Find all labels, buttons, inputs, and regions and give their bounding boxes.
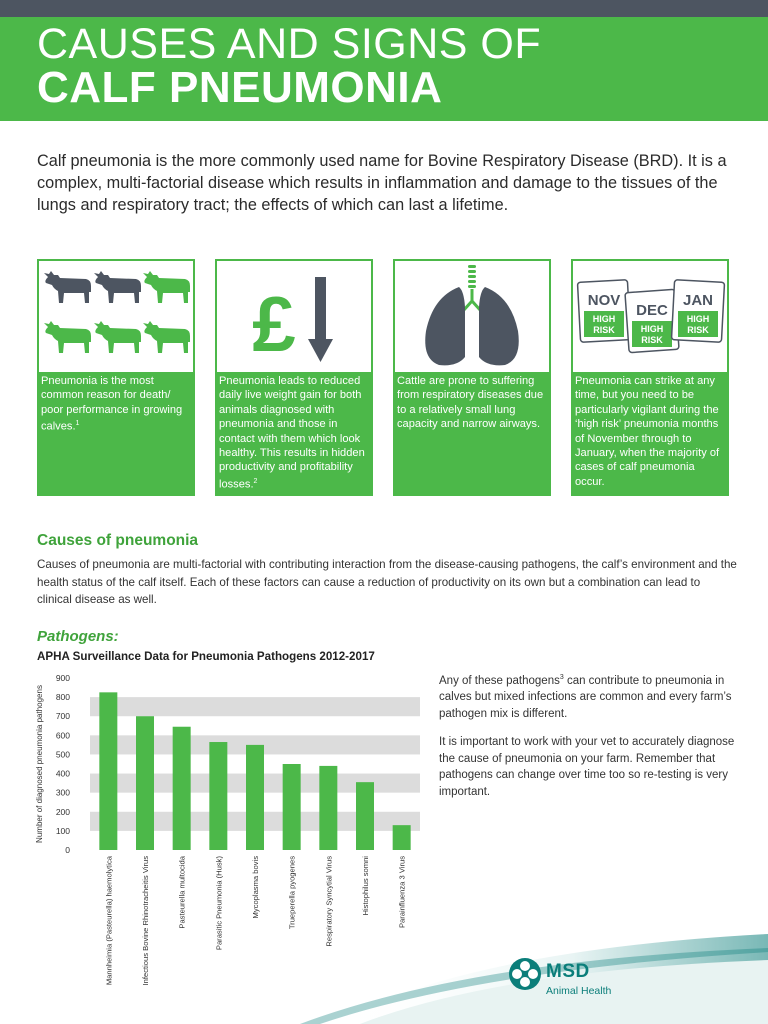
side-paragraph-2: It is important to work with your vet to accurately diagnose the cause of pneumonia on your farm. Remember that pathogens can change over time too so re-testing is very important. — [439, 736, 735, 798]
calves-icon — [39, 261, 193, 372]
page-title-line2: CALF PNEUMONIA — [37, 63, 443, 112]
calendar-badge-line2: RISK — [687, 325, 709, 335]
info-card-lungs — [393, 259, 551, 496]
y-tick-label: 200 — [55, 806, 70, 817]
top-bar — [0, 0, 768, 17]
card-text: Pneumonia is the most common reason for death/ poor performance in growing calves.$^1$ — [41, 375, 183, 433]
intro-paragraph: Calf pneumonia is the more commonly used name for Bovine Respiratory Disease (BRD). It is a complex, multi-factorial disease which results in inflammation and damage to the tissues of the lungs and respiratory tract; the effects of which can last a lifetime. — [37, 152, 727, 214]
calendar-icon — [573, 261, 727, 372]
calendar-badge-line2: RISK — [641, 335, 663, 345]
x-tick-label: Respiratory Syncytial Virus — [324, 856, 334, 947]
causes-paragraph: Causes of pneumonia are multi-factorial with contributing interaction from the disease-causing pathogens, the calf’s environment and the health status of the calf itself. Each of these factors can cause a reduction of productivity on its own but a combination can lead to clinical disease as well. — [37, 558, 737, 606]
calendar-badge-line1: HIGH — [640, 324, 664, 334]
grid-band — [90, 697, 420, 716]
y-tick-label: 0 — [65, 845, 70, 855]
chart-title: APHA Surveillance Data for Pneumonia Pathogens 2012-2017 — [37, 650, 375, 663]
pathogens-heading: Pathogens: — [37, 628, 119, 645]
y-tick-label: 900 — [55, 673, 70, 683]
pathogens-side-text — [439, 670, 739, 812]
pound-symbol: £ — [252, 280, 296, 368]
page-title-line1: CAUSES AND SIGNS OF — [37, 20, 542, 68]
y-tick-label: 300 — [55, 787, 70, 798]
bar — [246, 745, 264, 850]
causes-heading: Causes of pneumonia — [37, 532, 199, 549]
calendar-badge-line1: HIGH — [686, 314, 710, 324]
calendar-page-nov — [577, 280, 630, 343]
side-paragraph-1: Any of these pathogens$^3$ can contribute to pneumonia in calves but mixed infections are common and every farm’s pathogen mix is different. — [439, 674, 732, 720]
calendar-page-dec — [625, 289, 679, 352]
msd-logo-subtitle: Animal Health — [546, 985, 612, 997]
y-tick-label: 400 — [55, 768, 70, 779]
x-tick-label: Parainfluenza 3 Virus — [397, 856, 407, 929]
msd-logo-text: MSD — [546, 961, 590, 982]
calendar-month-nov: NOV — [587, 292, 621, 309]
y-tick-label: 100 — [55, 825, 70, 836]
x-tick-label: Pasteurella multocida — [177, 856, 187, 929]
bar — [209, 742, 227, 850]
calendar-badge-line2: RISK — [593, 325, 615, 335]
x-tick-label: Mycoplasma bovis — [251, 856, 260, 919]
card-text: Pneumonia can strike at any time, but you need to be particularly vigilant during the ‘high risk’ pneumonia months of November through to January, when the majority of cases of calf pneumonia occur. — [575, 375, 720, 488]
lungs-icon — [395, 261, 549, 372]
x-tick-label: Trueperella pyogenes — [287, 856, 297, 930]
calendar-page-jan — [671, 280, 724, 343]
x-tick-label: Mannheimia (Pasteurella) haemolytica — [104, 856, 114, 986]
x-tick-label: Infectious Bovine Rhinotracheitis Virus — [141, 856, 150, 986]
bar — [319, 766, 337, 850]
info-card-weight-gain — [215, 259, 373, 496]
info-card-deaths — [37, 259, 195, 496]
calendar-badge-line1: HIGH — [592, 314, 616, 324]
calendar-month-dec: DEC — [636, 302, 668, 319]
y-tick-label: 700 — [55, 711, 70, 722]
x-tick-label: Parasitic Pneumonia (Husk) — [214, 856, 224, 951]
footer-swoosh — [0, 930, 768, 1024]
bar — [393, 825, 411, 850]
bar — [173, 727, 191, 850]
y-tick-label: 600 — [55, 730, 70, 741]
card-text: Cattle are prone to suffering from respiratory diseases due to a relatively small lung capacity and narrow airways. — [397, 375, 544, 431]
pound-down-icon — [217, 261, 371, 372]
bar — [99, 692, 117, 850]
bar — [283, 764, 301, 850]
msd-logo-icon — [508, 957, 542, 991]
x-tick-label: Histophilus somni — [361, 856, 370, 916]
bar — [136, 716, 154, 850]
y-tick-label: 800 — [55, 692, 70, 703]
y-tick-label: 500 — [55, 749, 70, 760]
info-card-high-risk — [571, 259, 729, 496]
card-text: Pneumonia leads to reduced daily live weight gain for both animals diagnosed with pneumonia and those in contact with them which look healthy. This results in hidden productivity and profitability losses.$^2$ — [219, 375, 365, 491]
bar — [356, 782, 374, 850]
calendar-month-jan: JAN — [682, 292, 714, 309]
y-axis-label: Number of diagnosed pneumonia pathogens — [35, 685, 44, 843]
